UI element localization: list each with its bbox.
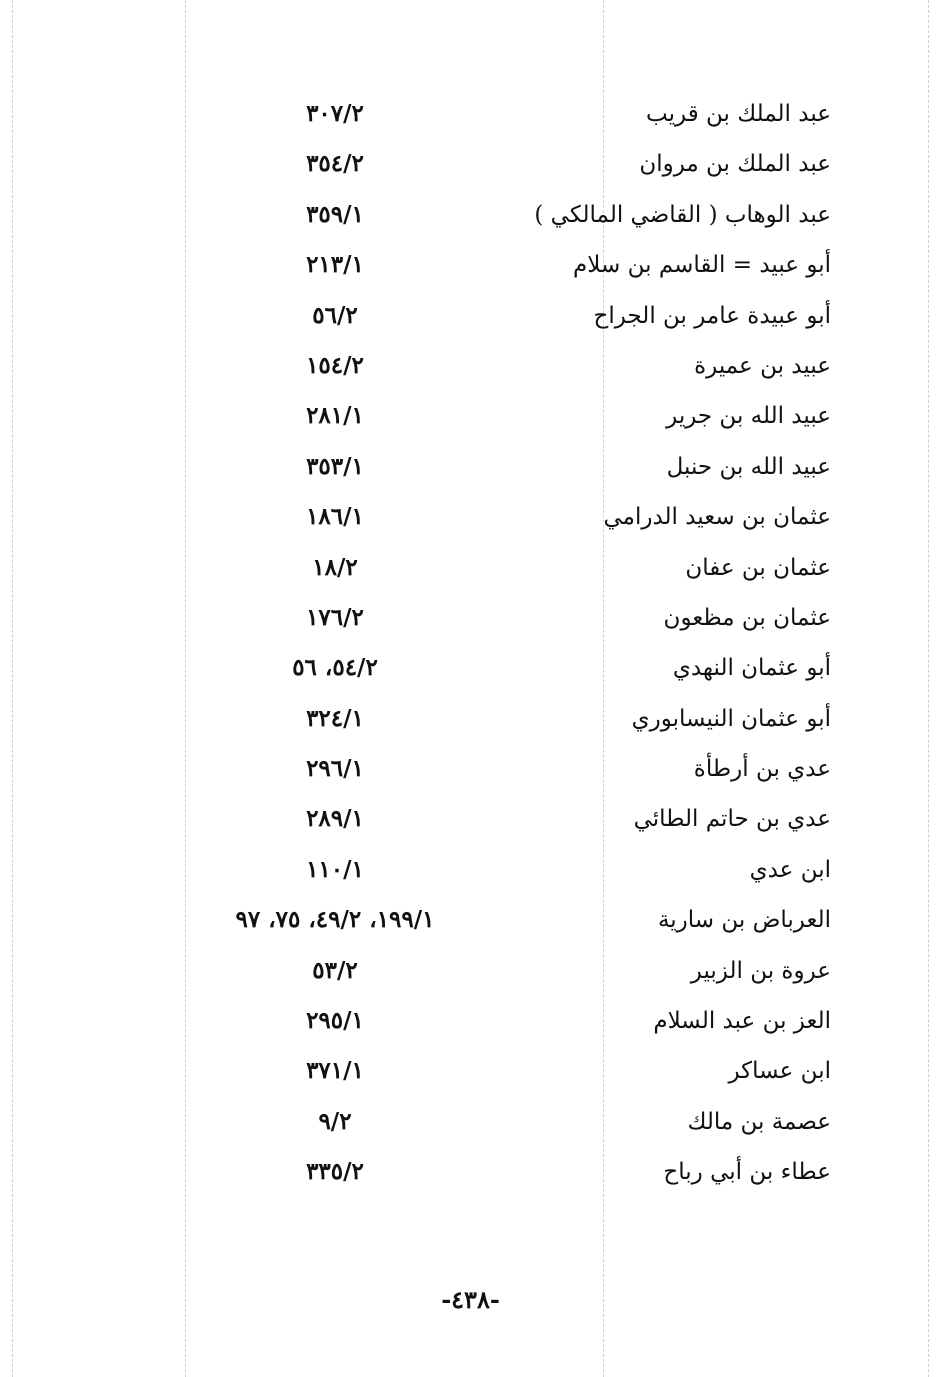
- index-entry: [0, 92, 941, 142]
- entry-name: أبو عبيد = القاسم بن سلام: [573, 252, 831, 279]
- entry-reference: ٥٤/٢، ٥٦: [292, 654, 378, 682]
- index-entry: [0, 697, 941, 747]
- index-entry: [0, 394, 941, 444]
- page-number: -٤٣٨-: [441, 1285, 500, 1314]
- entry-reference: ٣٢٤/١: [306, 704, 364, 732]
- entry-name: العز بن عبد السلام: [653, 1008, 831, 1035]
- index-entry: [0, 445, 941, 495]
- entry-reference: ٣٣٥/٢: [306, 1158, 364, 1186]
- entry-name: عبيد الله بن جرير: [666, 403, 831, 430]
- entry-name: عدي بن أرطأة: [693, 756, 831, 783]
- entry-reference: ٣٥٣/١: [306, 452, 364, 480]
- entry-name: عصمة بن مالك: [687, 1108, 831, 1135]
- index-list: [0, 92, 941, 1201]
- entry-name: عروة بن الزبير: [690, 957, 831, 984]
- index-entry: [0, 1150, 941, 1200]
- entry-name: عبيد الله بن حنبل: [666, 453, 831, 480]
- entry-name: عبد الملك بن مروان: [639, 151, 831, 178]
- entry-name: ابن عساكر: [728, 1058, 831, 1085]
- entry-reference: ٢٩٦/١: [306, 755, 364, 783]
- entry-reference: ١٩٩/١، ٤٩/٢، ٧٥، ٩٧: [235, 906, 435, 934]
- entry-name: عثمان بن عفان: [685, 554, 831, 581]
- entry-reference: ١٧٦/٢: [306, 603, 364, 631]
- entry-name: عطاء بن أبي رباح: [663, 1159, 831, 1186]
- entry-reference: ٣٠٧/٢: [306, 100, 364, 127]
- entry-name: عثمان بن سعيد الدرامي: [603, 504, 831, 531]
- entry-name: عدي بن حاتم الطائي: [633, 806, 831, 833]
- entry-name: عبيد بن عميرة: [694, 352, 831, 379]
- entry-reference: ٢١٣/١: [306, 251, 364, 279]
- entry-name: أبو عثمان النيسابوري: [631, 705, 831, 732]
- index-entry: [0, 1100, 941, 1150]
- entry-reference: ١١٠/١: [306, 855, 364, 883]
- entry-name: أبو عثمان النهدي: [672, 655, 831, 682]
- index-entry: [0, 898, 941, 948]
- entry-reference: ٣٥٤/٢: [306, 150, 364, 178]
- index-entry: [0, 344, 941, 394]
- index-entry: [0, 142, 941, 192]
- index-entry: [0, 294, 941, 344]
- entry-reference: ١٨٦/١: [306, 503, 364, 531]
- entry-reference: ٢٩٥/١: [306, 1007, 364, 1035]
- entry-name: العرباض بن سارية: [657, 907, 831, 934]
- entry-reference: ٥٣/٢: [312, 956, 358, 984]
- entry-name: ابن عدي: [749, 856, 831, 883]
- index-entry: [0, 646, 941, 696]
- index-entry: [0, 546, 941, 596]
- index-entry: [0, 243, 941, 293]
- index-entry: [0, 193, 941, 243]
- entry-reference: ٥٦/٢: [312, 301, 358, 329]
- index-entry: [0, 797, 941, 847]
- index-entry: [0, 495, 941, 545]
- entry-reference: ٣٧١/١: [306, 1057, 364, 1085]
- index-entry: [0, 949, 941, 999]
- entry-reference: ٣٥٩/١: [306, 200, 364, 228]
- index-entry: [0, 848, 941, 898]
- entry-name: عبد الملك بن قريب: [646, 101, 831, 127]
- entry-reference: ٩/٢: [318, 1107, 352, 1135]
- entry-name: أبو عبيدة عامر بن الجراح: [593, 302, 831, 329]
- entry-reference: ٢٨٩/١: [306, 805, 364, 833]
- entry-reference: ٢٨١/١: [306, 402, 364, 430]
- entry-name: عبد الوهاب ( القاضي المالكي ): [534, 201, 831, 228]
- index-entry: [0, 1049, 941, 1099]
- index-entry: [0, 596, 941, 646]
- entry-reference: ١٥٤/٢: [306, 351, 364, 379]
- entry-reference: ١٨/٢: [312, 553, 358, 581]
- entry-name: عثمان بن مظعون: [663, 604, 831, 631]
- index-entry: [0, 747, 941, 797]
- index-entry: [0, 999, 941, 1049]
